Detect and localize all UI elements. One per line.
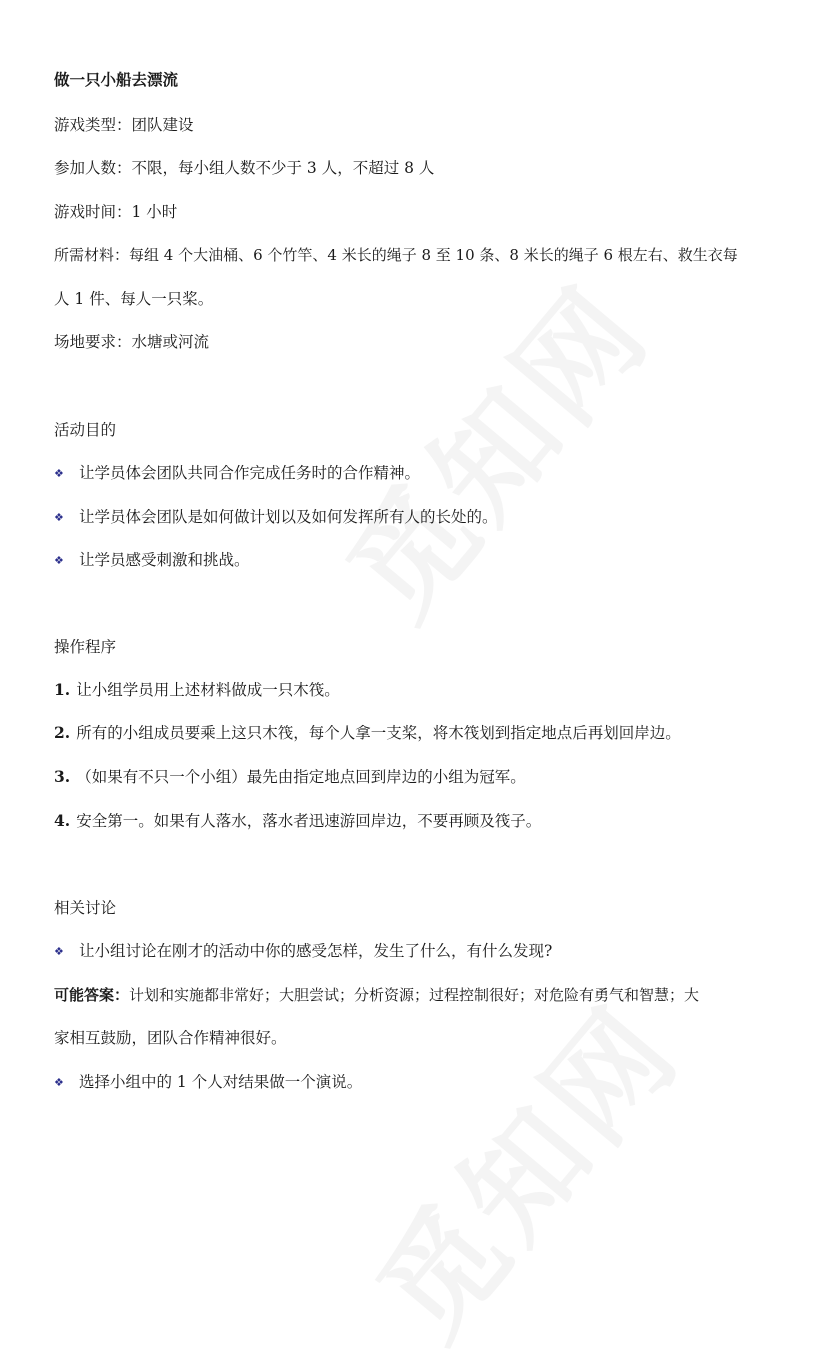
purpose-heading: 活动目的 [54,421,117,439]
diamond-bullet-icon: ❖ [54,1076,64,1089]
step-text: 让小组学员用上述材料做成一只木筏。 [76,681,340,699]
game-type: 游戏类型：团队建设 [54,116,194,134]
purpose-item [54,550,790,571]
discussion-question [54,941,790,962]
discussion-question-text: 选择小组中的 1 个人对结果做一个演说。 [79,1073,363,1091]
diamond-bullet-icon: ❖ [54,467,64,480]
game-time: 游戏时间：1 小时 [54,203,178,221]
purpose-item-text: 让学员感受刺激和挑战。 [79,551,250,569]
participants: 参加人数：不限，每小组人数不少于 3 人，不超过 8 人 [54,159,435,177]
procedure-step [54,723,790,743]
purpose-item [54,507,790,528]
step-text: 所有的小组成员要乘上这只木筏，每个人拿一支桨，将木筏划到指定地点后再划回岸边。 [76,724,681,742]
procedure-heading: 操作程序 [54,638,117,656]
step-number: 2. [54,723,71,742]
diamond-bullet-icon: ❖ [54,554,64,567]
venue: 场地要求：水塘或河流 [54,333,210,351]
diamond-bullet-icon: ❖ [54,511,64,524]
discussion-question-text: 让小组讨论在刚才的活动中你的感受怎样，发生了什么，有什么发现? [79,942,553,960]
purpose-item-text: 让学员体会团队是如何做计划以及如何发挥所有人的长处的。 [79,508,498,526]
answer-label: 可能答案： [54,986,130,1004]
procedure-step [54,767,790,787]
possible-answer-line-1 [54,985,790,1005]
step-number: 4. [54,811,71,830]
discussion-heading: 相关讨论 [54,899,117,917]
discussion-question [54,1072,790,1093]
procedure-step [54,811,790,831]
diamond-bullet-icon: ❖ [54,945,64,958]
watermark-bottom [333,964,712,1368]
document-title: 做一只小船去漂流 [54,70,179,89]
answer-text: 计划和实施都非常好；大胆尝试；分析资源；过程控制很好；对危险有勇气和智慧；大 [129,986,700,1004]
materials-line-2: 人 1 件、每人一只桨。 [54,290,214,308]
step-number: 1. [54,680,71,699]
step-text: 安全第一。如果有人落水，落水者迅速游回岸边，不要再顾及筏子。 [76,812,542,830]
procedure-step [54,680,790,700]
materials-line-1: 所需材料：每组 4 个大油桶、6 个竹竿、4 米长的绳子 8 至 10 条、8 米长的绳子 6 根左右、救生衣每 [54,246,738,264]
step-text: （如果有不只一个小组）最先由指定地点回到岸边的小组为冠军。 [76,768,526,786]
step-number: 3. [54,767,71,786]
purpose-item-text: 让学员体会团队共同合作完成任务时的合作精神。 [79,464,421,482]
possible-answer-line-2: 家相互鼓励，团队合作精神很好。 [54,1029,287,1047]
purpose-item [54,463,790,484]
